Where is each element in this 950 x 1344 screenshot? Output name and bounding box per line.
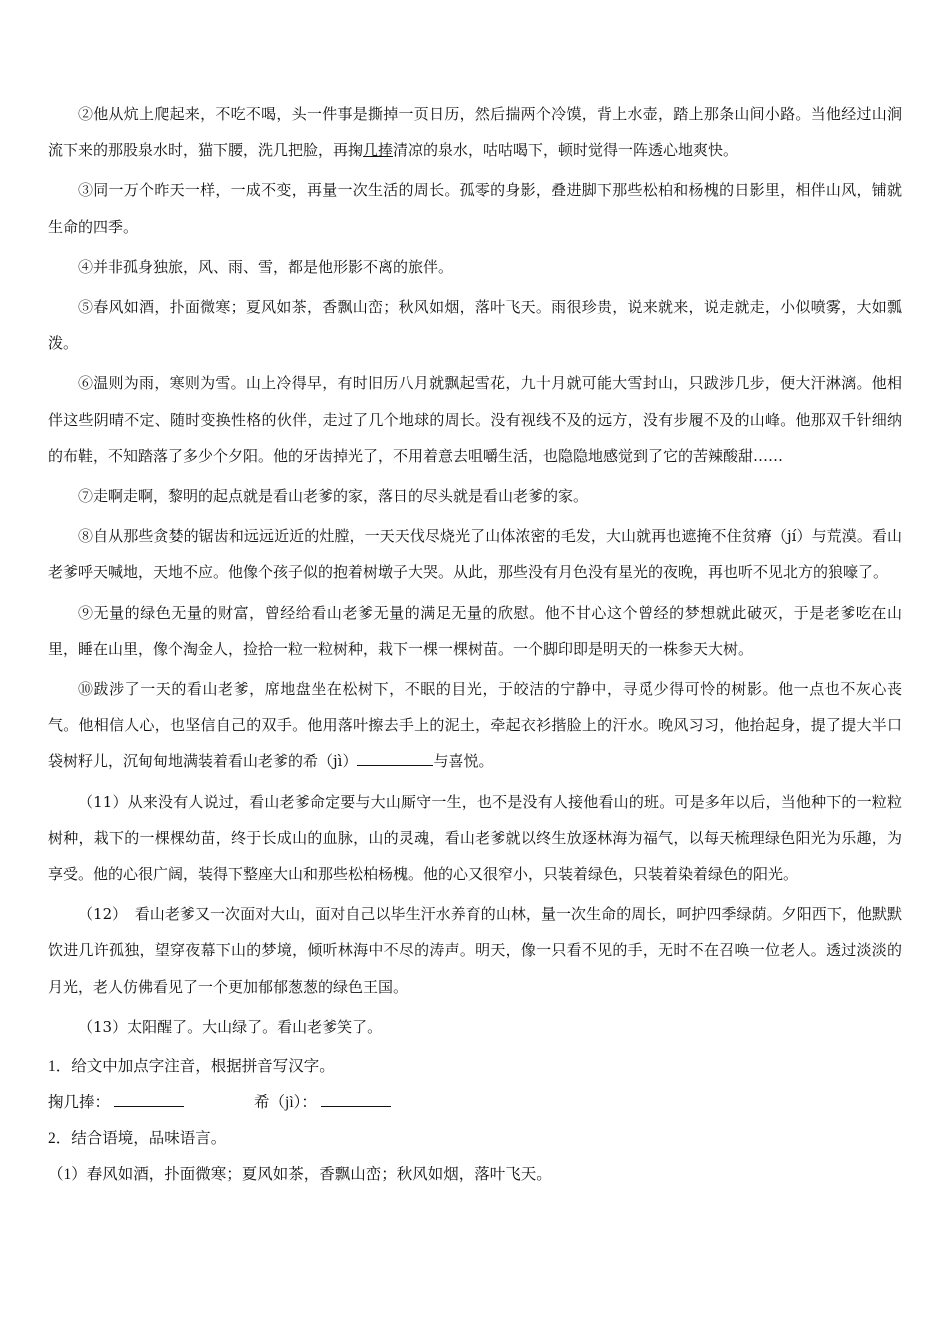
paragraph-3: ③同一万个昨天一样，一成不变，再量一次生活的周长。孤零的身影，叠进脚下那些松柏和杨槐的日影里，相伴山风，铺就生命的四季。 — [48, 181, 902, 236]
paragraph-2-text: ②他从炕上爬起来，不吃不喝，头一件事是撕掉一页日历，然后揣两个冷馍，背上水壶，踏上那条山间小路。当他经过山涧流下来的那股泉水时，猫下腰，洗几把脸，再掬 — [48, 105, 902, 160]
fill-label-2: 希（jì）： — [254, 1094, 317, 1112]
paragraph-11: （11）从来没有人说过，看山老爹命定要与大山厮守一生，也不是没有人接他看山的班。可是多年以后，当他种下的一粒粒树种，栽下的一棵棵幼苗，终于长成山的血脉，山的灵魂，看山老爹就以终生放逐林海为福气，以每天梳理绿色阳光为乐趣，为享受。他的心很广阔，装得下整座大山和那些松柏杨槐。他的心又很窄小，只装着绿色，只装着染着绿色的阳光。 — [48, 792, 902, 884]
fill-blank-1[interactable] — [114, 1092, 184, 1107]
paragraph-6: ⑥温则为雨，寒则为雪。山上冷得早，有时旧历八月就飘起雪花，九十月就可能大雪封山，只跋涉几步，便大汗淋漓。他相伴这些阴晴不定、随时变换性格的伙伴，走过了几个地球的周长。没有视线不及的远方，没有步履不及的山峰。他那双千针细纳的布鞋，不知踏落了多少个夕阳。他的牙齿掉光了，不用着意去咀嚼生活，也隐隐地感觉到了它的苦辣酸甜…… — [48, 374, 902, 465]
paragraph-10-text: ⑩跋涉了一天的看山老爹，席地盘坐在松树下，不眠的目光，于皎洁的宁静中，寻觅少得可怜的树影。他一点也不灰心丧气。他相信人心，也坚信自己的双手。他用落叶擦去手上的泥土，牵起衣衫揩脸上的汗水。晚风习习，他抬起身，提了提大半口袋树籽儿，沉甸甸地满装着看山老爹的希（jì） — [48, 680, 902, 771]
underlined-word: 几捧 — [363, 141, 394, 160]
paragraph-2-text-end: 清凉的泉水，咕咕喝下，顿时觉得一阵透心地爽快。 — [393, 141, 739, 160]
fill-label-1: 掬几捧： — [48, 1094, 111, 1112]
question-2: 2．结合语境，品味语言。 — [48, 1130, 227, 1148]
fill-blank-2[interactable] — [321, 1092, 391, 1107]
paragraph-12: （12） 看山老爹又一次面对大山，面对自己以毕生汗水养育的山林，量一次生命的周长，呵护四季绿荫。夕阳西下，他默默饮进几许孤独，望穿夜幕下山的梦境，倾听林海中不尽的涛声。明天，像一只看不见的手，无时不在召唤一位老人。透过淡淡的月光，老人仿佛看见了一个更加郁郁葱葱的绿色王国。 — [48, 905, 902, 996]
paragraph-4: ④并非孤身独旅，风、雨、雪，都是他形影不离的旅伴。 — [78, 257, 454, 276]
paragraph-7: ⑦走啊走啊，黎明的起点就是看山老爹的家，落日的尽头就是看山老爹的家。 — [78, 487, 589, 506]
question-1: 1．给文中加点字注音，根据拼音写汉字。 — [48, 1058, 335, 1076]
paragraph-9: ⑨无量的绿色无量的财富，曾经给看山老爹无量的满足无量的欣慰。他不甘心这个曾经的梦想就此破灭，于是老爹吃在山里，睡在山里，像个淘金人，捡拾一粒一粒树种，栽下一棵一棵树苗。一个脚印即是明天的一株参天大树。 — [48, 603, 902, 658]
paragraph-10 — [48, 671, 902, 780]
paragraph-10-text-end: 与喜悦。 — [433, 752, 494, 771]
paragraph-2 — [48, 96, 902, 168]
answer-blank[interactable] — [357, 751, 433, 766]
question-1-fill-row — [48, 1085, 902, 1121]
question-2-sub-1: （1）春风如酒，扑面微寒；夏风如茶，香飘山峦；秋风如烟，落叶飞天。 — [48, 1166, 552, 1184]
paragraph-8: ⑧自从那些贪婪的锯齿和远远近近的灶膛，一天天伐尽烧光了山体浓密的毛发，大山就再也遮掩不住贫瘠（jí）与荒漠。看山老爹呼天喊地，天地不应。他像个孩子似的抱着树墩子大哭。从此，那些没有月色没有星光的夜晚，再也听不见北方的狼嚎了。 — [48, 527, 902, 582]
paragraph-5: ⑤春风如酒，扑面微寒；夏风如茶，香飘山峦；秋风如烟，落叶飞天。雨很珍贵，说来就来，说走就走，小似喷雾，大如瓢泼。 — [48, 298, 902, 353]
paragraph-13: （13）太阳醒了。大山绿了。看山老爹笑了。 — [78, 1017, 383, 1036]
